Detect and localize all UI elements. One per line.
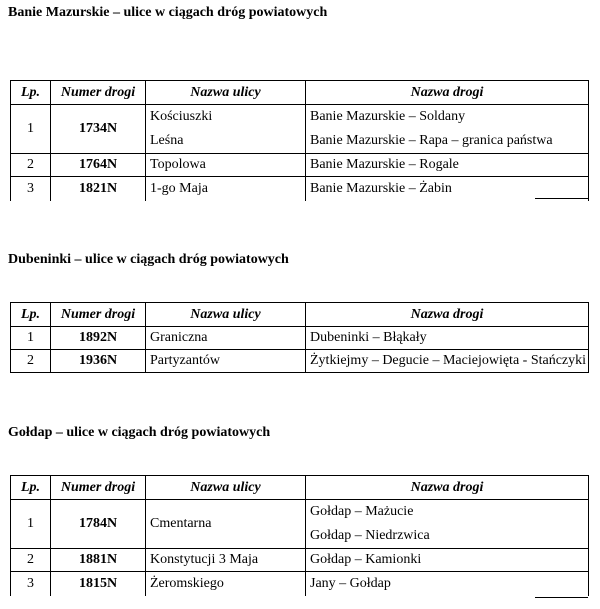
road-name: Banie Mazurskie – Żabin	[306, 177, 589, 202]
row-lp: 2	[11, 350, 51, 373]
road-name: Banie Mazurskie – Rogale	[306, 154, 589, 177]
row-lp: 1	[11, 327, 51, 350]
row-road-number: 1936N	[51, 350, 146, 373]
table-header-row	[11, 476, 589, 500]
table-row	[11, 500, 589, 549]
table-row	[11, 572, 589, 597]
header-lp: Lp.	[11, 303, 51, 327]
street-name: Topolowa	[146, 154, 306, 177]
road-name: Jany – Gołdap	[306, 572, 589, 597]
road-name: Banie Mazurskie – Rapa – granica państwa	[310, 133, 553, 148]
header-road-name: Nazwa drogi	[306, 303, 589, 327]
section-title-banie-mazurskie: Banie Mazurskie – ulice w ciągach dróg powiatowych	[8, 5, 328, 20]
road-name: Żytkiejmy – Degucie – Maciejowięta - Stańczyki	[306, 350, 589, 373]
section-title-dubeninki: Dubeninki – ulice w ciągach dróg powiatowych	[8, 252, 289, 267]
header-road-number: Numer drogi	[51, 476, 146, 500]
header-lp: Lp.	[11, 476, 51, 500]
row-road-number: 1764N	[51, 154, 146, 177]
row-road-names	[306, 105, 589, 154]
row-lp: 3	[11, 177, 51, 202]
header-road-name: Nazwa drogi	[306, 81, 589, 105]
section-title-goldap: Gołdap – ulice w ciągach dróg powiatowych	[8, 425, 271, 440]
road-name: Gołdap – Niedrzwica	[310, 528, 430, 543]
street-name: Kościuszki	[150, 109, 213, 124]
table-header-row	[11, 303, 589, 327]
header-road-number: Numer drogi	[51, 81, 146, 105]
row-lp: 1	[11, 105, 51, 154]
header-lp: Lp.	[11, 81, 51, 105]
street-name: Partyzantów	[146, 350, 306, 373]
street-name: Cmentarna	[146, 500, 306, 549]
roads-table-goldap	[10, 475, 589, 596]
row-road-number: 1821N	[51, 177, 146, 202]
row-lp: 1	[11, 500, 51, 549]
roads-table-banie-mazurskie	[10, 80, 589, 201]
road-name: Banie Mazurskie – Soldany	[310, 109, 466, 124]
street-name: Graniczna	[146, 327, 306, 350]
row-lp: 2	[11, 549, 51, 572]
row-road-number: 1815N	[51, 572, 146, 597]
street-name: Żeromskiego	[146, 572, 306, 597]
row-lp: 2	[11, 154, 51, 177]
row-road-names	[306, 500, 589, 549]
table-bottom-rule	[535, 198, 588, 199]
header-road-name: Nazwa drogi	[306, 476, 589, 500]
table-row	[11, 350, 589, 373]
table-row	[11, 177, 589, 202]
row-road-number: 1784N	[51, 500, 146, 549]
header-street-name: Nazwa ulicy	[146, 476, 306, 500]
table-row	[11, 327, 589, 350]
table-row	[11, 549, 589, 572]
road-name: Gołdap – Kamionki	[306, 549, 589, 572]
street-name: Leśna	[150, 133, 184, 148]
header-road-number: Numer drogi	[51, 303, 146, 327]
roads-table-dubeninki	[10, 302, 589, 373]
row-road-number: 1734N	[51, 105, 146, 154]
table-row	[11, 154, 589, 177]
table-row	[11, 105, 589, 154]
row-street-names	[146, 105, 306, 154]
table-bottom-rule	[535, 597, 588, 598]
street-name: Konstytucji 3 Maja	[146, 549, 306, 572]
row-road-number: 1881N	[51, 549, 146, 572]
table-header-row	[11, 81, 589, 105]
street-name: 1-go Maja	[146, 177, 306, 202]
road-name: Dubeninki – Błąkały	[306, 327, 589, 350]
road-name: Gołdap – Mażucie	[310, 504, 414, 519]
header-street-name: Nazwa ulicy	[146, 81, 306, 105]
row-lp: 3	[11, 572, 51, 597]
row-road-number: 1892N	[51, 327, 146, 350]
header-street-name: Nazwa ulicy	[146, 303, 306, 327]
